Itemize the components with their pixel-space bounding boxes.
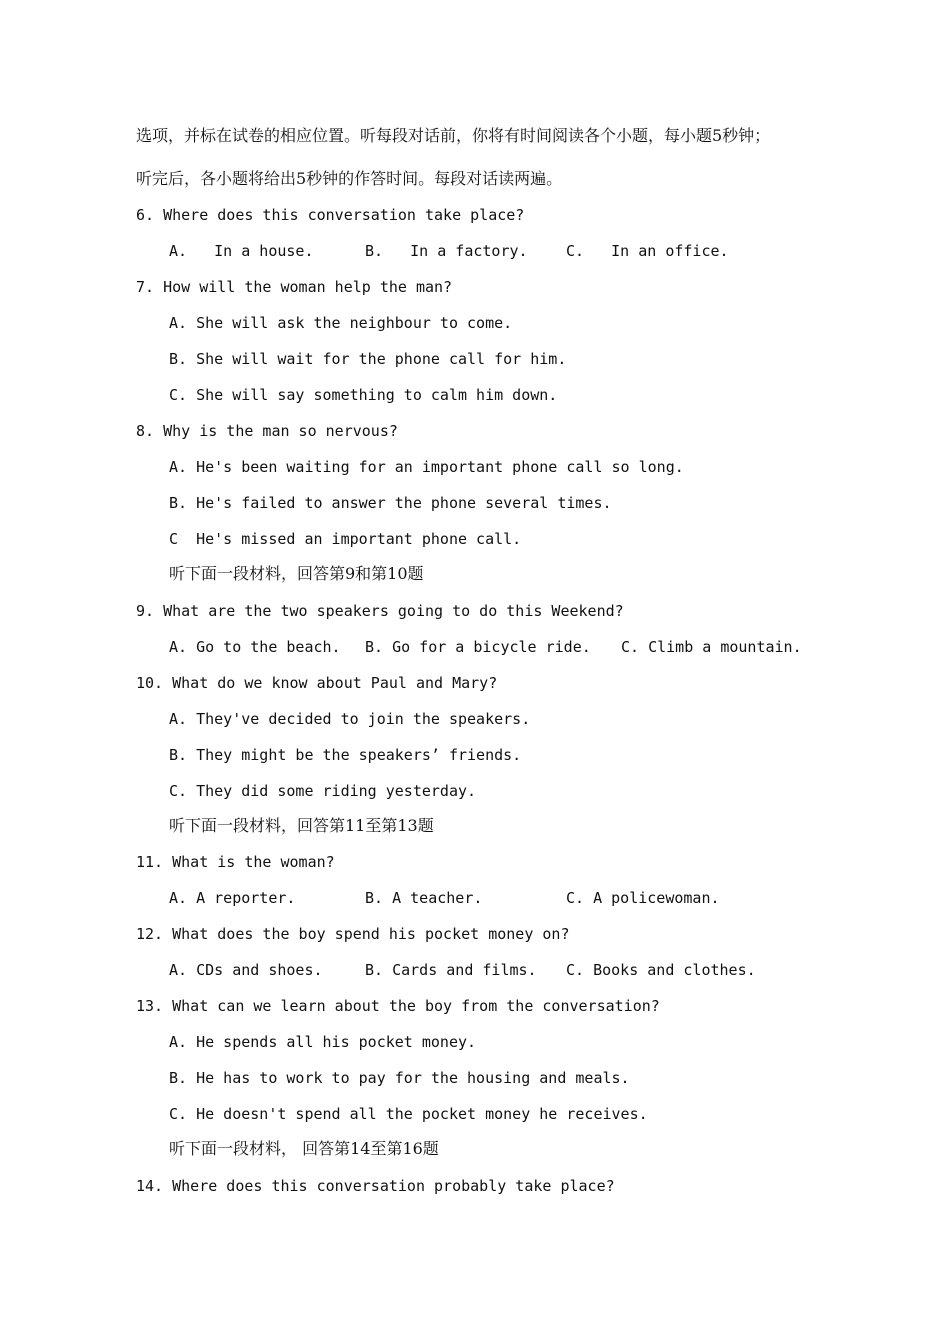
option-11a: A. A reporter.	[169, 889, 296, 907]
instruction-line-1: 选项，并标在试卷的相应位置。听每段对话前，你将有时间阅读各个小题，每小题5秒钟；	[136, 126, 771, 145]
option-6b: B. In a factory.	[365, 242, 528, 260]
question-14: 14. Where does this conversation probably take place?	[136, 1177, 615, 1195]
option-8c: C He's missed an important phone call.	[169, 530, 522, 548]
option-11b: B. A teacher.	[365, 889, 483, 907]
instruction-line-2: 听完后，各小题将给出5秒钟的作答时间。每段对话读两遍。	[136, 169, 563, 188]
option-10a: A. They've decided to join the speakers.	[169, 710, 531, 728]
section-heading-14-16: 听下面一段材料， 回答第14至第16题	[169, 1139, 439, 1158]
option-8b: B. He's failed to answer the phone several times.	[169, 494, 612, 512]
option-7a: A. She will ask the neighbour to come.	[169, 314, 513, 332]
question-6: 6. Where does this conversation take place?	[136, 206, 525, 224]
question-9: 9. What are the two speakers going to do this Weekend?	[136, 602, 624, 620]
question-7: 7. How will the woman help the man?	[136, 278, 453, 296]
option-8a: A. He's been waiting for an important phone call so long.	[169, 458, 684, 476]
option-12c: C. Books and clothes.	[566, 961, 756, 979]
option-12a: A. CDs and shoes.	[169, 961, 323, 979]
question-13: 13. What can we learn about the boy from the conversation?	[136, 997, 660, 1015]
option-13a: A. He spends all his pocket money.	[169, 1033, 477, 1051]
option-10c: C. They did some riding yesterday.	[169, 782, 477, 800]
question-11: 11. What is the woman?	[136, 853, 335, 871]
question-10: 10. What do we know about Paul and Mary?	[136, 674, 498, 692]
option-11c: C. A policewoman.	[566, 889, 720, 907]
question-12: 12. What does the boy spend his pocket money on?	[136, 925, 570, 943]
option-6c: C. In an office.	[566, 242, 729, 260]
option-10b: B. They might be the speakers’ friends.	[169, 746, 522, 764]
option-13b: B. He has to work to pay for the housing and meals.	[169, 1069, 630, 1087]
option-12b: B. Cards and films.	[365, 961, 537, 979]
option-9c: C. Climb a mountain.	[621, 638, 802, 656]
section-heading-9-10: 听下面一段材料，回答第9和第10题	[169, 564, 424, 583]
option-13c: C. He doesn't spend all the pocket money he receives.	[169, 1105, 648, 1123]
option-9a: A. Go to the beach.	[169, 638, 341, 656]
option-7b: B. She will wait for the phone call for him.	[169, 350, 567, 368]
option-9b: B. Go for a bicycle ride.	[365, 638, 591, 656]
question-8: 8. Why is the man so nervous?	[136, 422, 398, 440]
option-7c: C. She will say something to calm him down.	[169, 386, 558, 404]
option-6a: A. In a house.	[169, 242, 314, 260]
section-heading-11-13: 听下面一段材料，回答第11至第13题	[169, 816, 434, 835]
